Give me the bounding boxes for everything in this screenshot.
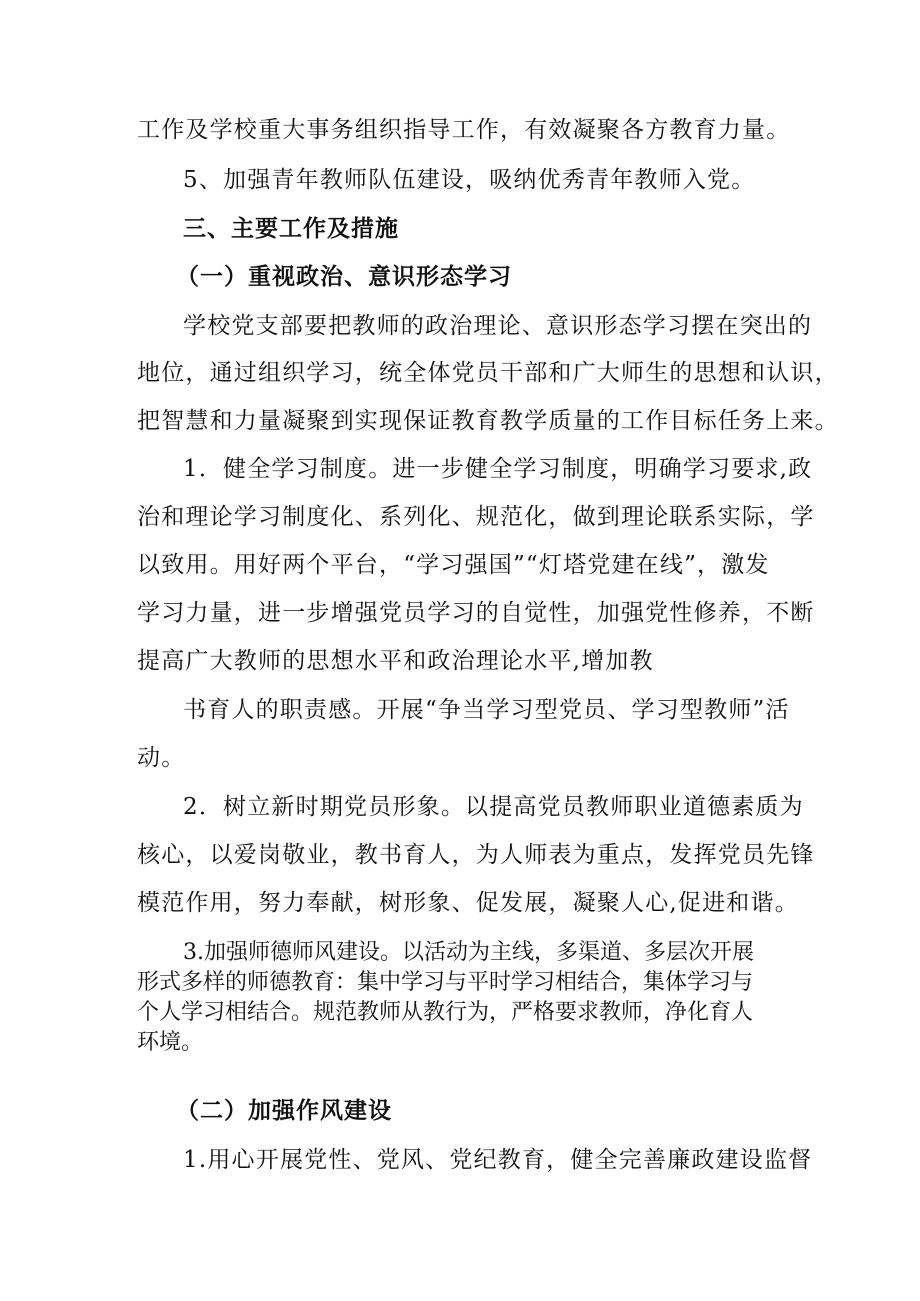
- paragraph-line: 地位，通过组织学习，统全体党员干部和广大师生的思想和认识，: [137, 360, 839, 386]
- paragraph-line: 工作及学校重大事务组织指导工作，有效凝聚各方教育力量。: [137, 117, 791, 143]
- paragraph-line: 治和理论学习制度化、系列化、规范化，做到理论联系实际，学: [137, 504, 815, 530]
- paragraph-line: 提高广大教师的思想水平和政治理论水平,增加教: [137, 648, 654, 674]
- paragraph-line: 3.加强师德师风建设。以活动为主线，多渠道、多层次开展: [183, 940, 754, 965]
- paragraph-line: 动。: [137, 745, 186, 771]
- subsection-heading: （二）加强作风建设: [176, 1098, 392, 1124]
- paragraph-line: 学校党支部要把教师的政治理论、意识形态学习摆在突出的: [183, 313, 813, 339]
- paragraph-line: 学习力量，进一步增强党员学习的自觉性，加强党性修养，不断: [137, 600, 815, 626]
- section-heading: 三、主要工作及措施: [183, 216, 399, 242]
- paragraph-line: 1.用心开展党性、党风、党纪教育，健全完善廉政建设监督: [183, 1147, 813, 1173]
- paragraph-line: 个人学习相结合。规范教师从教行为，严格要求教师，净化育人: [137, 1000, 754, 1025]
- paragraph-line: 书育人的职责感。开展“争当学习型党员、学习型教师”活: [183, 697, 790, 723]
- paragraph-line: 核心，以爱岗敬业，教书育人，为人师表为重点，发挥党员先锋: [137, 842, 815, 868]
- paragraph-line: 环境。: [137, 1030, 204, 1055]
- paragraph-line: 以致用。用好两个平台，“学习强国”“灯塔党建在线”，激发: [137, 552, 770, 578]
- paragraph-line: 2．树立新时期党员形象。以提高党员教师职业道德素质为: [183, 794, 804, 820]
- paragraph-line: 1．健全学习制度。进一步健全学习制度，明确学习要求,政: [183, 456, 813, 482]
- paragraph-line: 5、加强青年教师队伍建设，吸纳优秀青年教师入党。: [183, 167, 756, 193]
- paragraph-line: 把智慧和力量凝聚到实现保证教育教学质量的工作目标任务上来。: [137, 408, 839, 434]
- subsection-heading: （一）重视政治、意识形态学习: [176, 264, 512, 290]
- paragraph-line: 形式多样的师德教育：集中学习与平时学习相结合，集体学习与: [137, 970, 754, 995]
- paragraph-line: 模范作用，努力奉献，树形象、促发展，凝聚人心,促进和谐。: [137, 890, 799, 916]
